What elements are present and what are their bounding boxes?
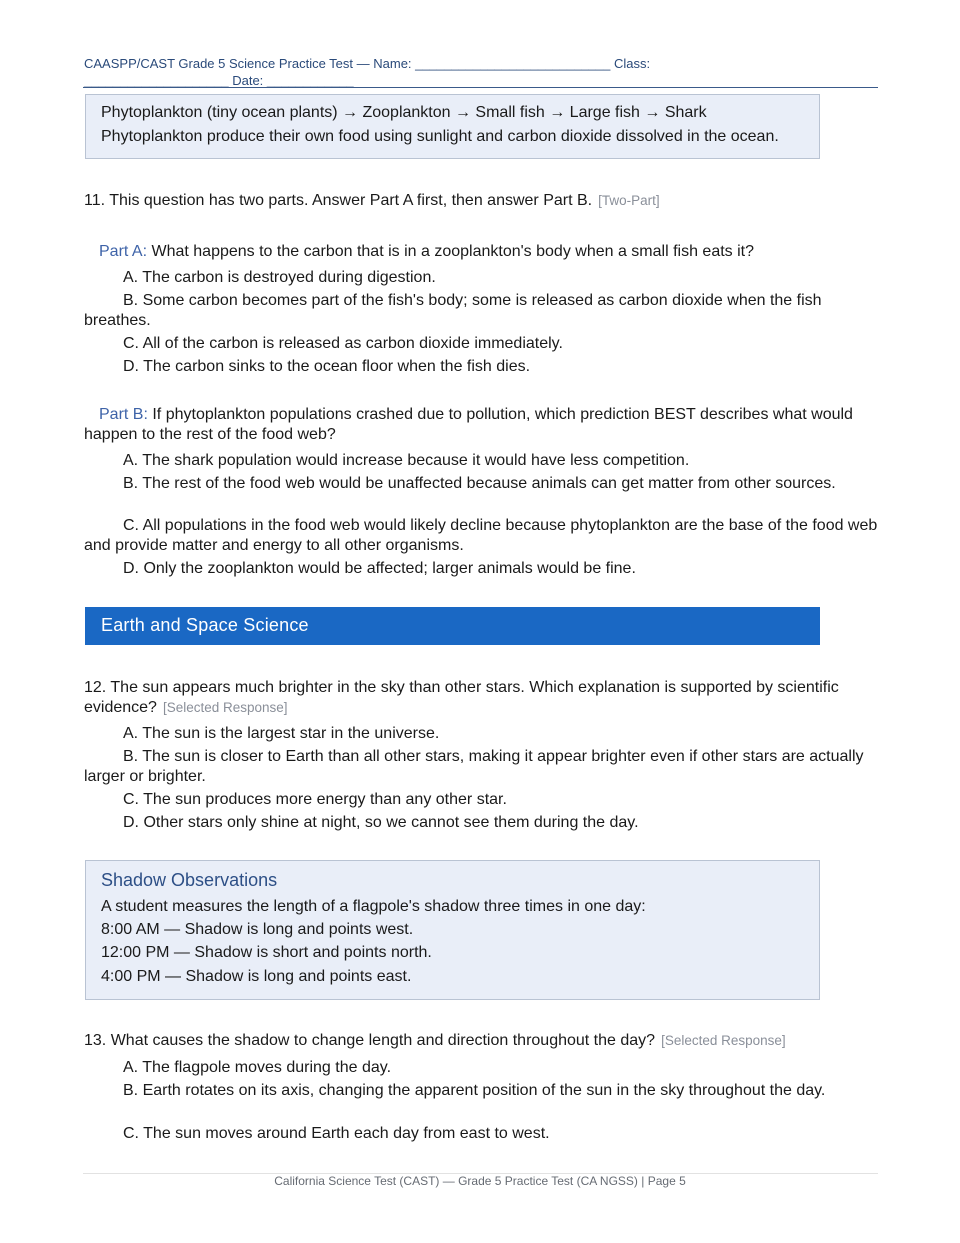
question-12-type-tag: [Selected Response] bbox=[162, 700, 288, 715]
q12-option-a[interactable]: A. The sun is the largest star in the universe. bbox=[123, 725, 440, 742]
section-banner bbox=[85, 607, 820, 645]
q13-option-b[interactable]: B. Earth rotates on its axis, changing the apparent position of the sun in the sky throughout the day. bbox=[123, 1082, 826, 1099]
q13-option-c[interactable]: C. The sun moves around Earth each day from east to west. bbox=[123, 1125, 550, 1142]
q12-option-c[interactable]: C. The sun produces more energy than any other star. bbox=[123, 791, 507, 808]
question-11-stem bbox=[84, 191, 884, 211]
question-11-text: 11. This question has two parts. Answer Part A first, then answer Part B. bbox=[84, 192, 593, 209]
q11-part-a-option-c[interactable]: C. All of the carbon is released as carbon dioxide immediately. bbox=[123, 335, 563, 352]
question-13-type-tag: [Selected Response] bbox=[661, 1033, 786, 1048]
food-chain-line: Phytoplankton (tiny ocean plants) → Zooplankton → Small fish → Large fish → Shark bbox=[101, 104, 707, 121]
q13-option-a[interactable]: A. The flagpole moves during the day. bbox=[123, 1059, 392, 1076]
shadow-observation-8am: 8:00 AM — Shadow is long and points west. bbox=[101, 921, 414, 938]
q11-part-a-option-b[interactable]: B. Some carbon becomes part of the fish's body; some is released as carbon dioxide when the fish breathes. bbox=[84, 292, 822, 329]
question-12-text: 12. The sun appears much brighter in the sky than other stars. Which explanation is supported by scientific evidence? bbox=[84, 679, 839, 716]
question-11-part-a bbox=[84, 242, 884, 262]
shadow-observations-box bbox=[85, 860, 820, 1000]
q11-part-b-option-b[interactable]: B. The rest of the food web would be unaffected because animals can get matter from other sources. bbox=[123, 475, 836, 492]
q12-option-b[interactable]: B. The sun is closer to Earth than all other stars, making it appear brighter even if other stars are actually larger or brighter. bbox=[84, 748, 864, 785]
question-13-stem bbox=[84, 1031, 884, 1051]
shadow-observation-4pm: 4:00 PM — Shadow is long and points east. bbox=[101, 968, 412, 985]
header-divider bbox=[83, 87, 878, 88]
header-date-line: ____________________ Date: ____________ bbox=[84, 73, 354, 88]
question-12-stem bbox=[84, 678, 884, 718]
question-11-type-tag: [Two-Part] bbox=[598, 193, 660, 208]
shadow-observation-12pm: 12:00 PM — Shadow is short and points north. bbox=[101, 944, 432, 961]
q11-part-a-option-a[interactable]: A. The carbon is destroyed during digestion. bbox=[123, 269, 436, 286]
question-11-part-b bbox=[84, 405, 884, 445]
shadow-box-title: Shadow Observations bbox=[101, 870, 278, 890]
food-chain-note: Phytoplankton produce their own food using sunlight and carbon dioxide dissolved in the ocean. bbox=[101, 128, 779, 145]
q11-part-b-option-c[interactable]: C. All populations in the food web would likely decline because phytoplankton are the base of the food web and provide matter and energy to all other organisms. bbox=[84, 517, 878, 554]
part-a-label: Part A: bbox=[99, 243, 148, 260]
question-13-text: 13. What causes the shadow to change length and direction throughout the day? bbox=[84, 1032, 656, 1049]
part-b-text: If phytoplankton populations crashed due to pollution, which prediction BEST describes what would happen to the rest of the food web? bbox=[84, 406, 853, 443]
part-b-label: Part B: bbox=[99, 406, 148, 423]
q11-part-a-option-d[interactable]: D. The carbon sinks to the ocean floor when the fish dies. bbox=[123, 358, 531, 375]
q11-part-b-option-a[interactable]: A. The shark population would increase because it would have less competition. bbox=[123, 452, 690, 469]
part-a-text: What happens to the carbon that is in a zooplankton's body when a small fish eats it? bbox=[151, 243, 755, 260]
section-banner-title: Earth and Space Science bbox=[101, 615, 309, 635]
q11-part-b-option-d[interactable]: D. Only the zooplankton would be affected; larger animals would be fine. bbox=[123, 560, 636, 577]
food-chain-box bbox=[85, 94, 820, 159]
q12-option-d[interactable]: D. Other stars only shine at night, so we cannot see them during the day. bbox=[123, 814, 639, 831]
shadow-box-intro: A student measures the length of a flagpole's shadow three times in one day: bbox=[101, 898, 646, 915]
page-footer: California Science Test (CAST) — Grade 5 Practice Test (CA NGSS) | Page 5 bbox=[274, 1174, 686, 1188]
header-title-line: CAASPP/CAST Grade 5 Science Practice Test — Name: ___________________________ Class: bbox=[84, 56, 651, 71]
